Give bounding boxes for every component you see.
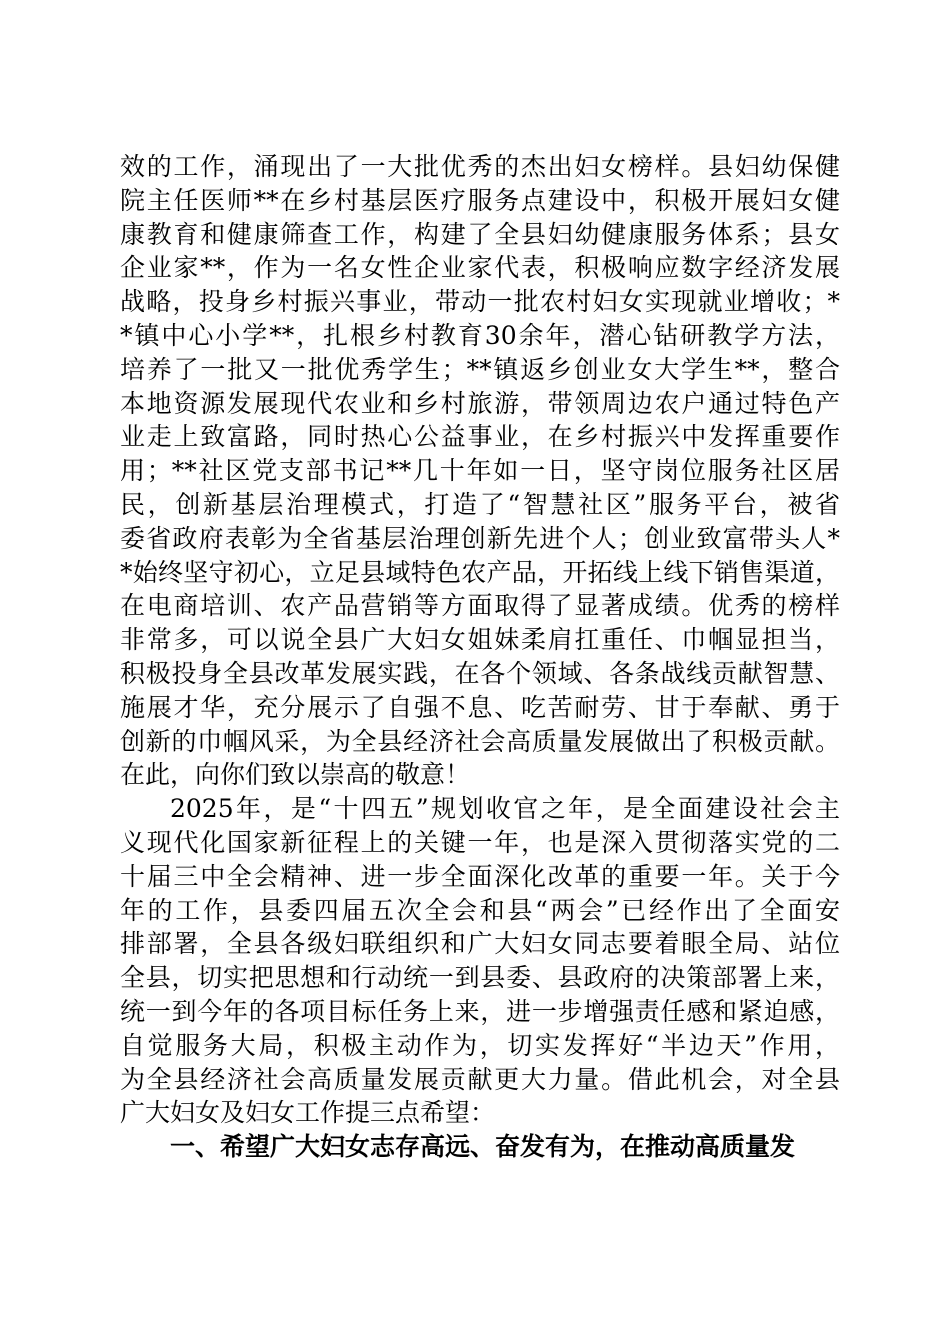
text-line: 业走上致富路，同时热心公益事业，在乡村振兴中发挥重要作	[120, 422, 840, 452]
text-line: 企业家**，作为一名女性企业家代表，积极响应数字经济发展	[120, 253, 840, 283]
text-line: 全县，切实把思想和行动统一到县委、县政府的决策部署上来，	[120, 963, 840, 993]
section-heading	[120, 1130, 840, 1164]
text-line: 用；**社区党支部书记**几十年如一日，坚守岗位服务社区居	[120, 456, 840, 486]
text-line: 培养了一批又一批优秀学生；**镇返乡创业女大学生**，整合	[120, 354, 840, 384]
text-line: 创新的巾帼风采，为全县经济社会高质量发展做出了积极贡献。	[120, 726, 840, 756]
paragraph	[120, 792, 840, 1130]
text-line: 院主任医师**在乡村基层医疗服务点建设中，积极开展妇女健	[120, 185, 840, 215]
text-line: 年的工作，县委四届五次全会和县“两会”已经作出了全面安	[120, 895, 840, 925]
text-line: 施展才华，充分展示了自强不息、吃苦耐劳、甘于奉献、勇于	[120, 692, 840, 722]
text-line: 效的工作，涌现出了一大批优秀的杰出妇女榜样。县妇幼保健	[120, 152, 840, 181]
text-line: *始终坚守初心，立足县域特色农产品，开拓线上线下销售渠道，	[120, 557, 840, 587]
text-line: *镇中心小学**，扎根乡村教育30余年，潜心钻研教学方法，	[120, 320, 840, 350]
heading-line: 一、希望广大妇女志存高远、奋发有为，在推动高质量发	[170, 1132, 796, 1162]
text-line: 在此，向你们致以崇高的敬意！	[120, 760, 471, 790]
text-line: 委省政府表彰为全省基层治理创新先进个人；创业致富带头人*	[120, 523, 840, 553]
text-line: 广大妇女及妇女工作提三点希望：	[120, 1098, 496, 1128]
text-line: 2025年，是“十四五”规划收官之年，是全面建设社会主	[170, 794, 840, 824]
text-line: 战略，投身乡村振兴事业，带动一批农村妇女实现就业增收；*	[120, 287, 840, 317]
text-line: 为全县经济社会高质量发展贡献更大力量。借此机会，对全县	[120, 1064, 840, 1094]
text-line: 民，创新基层治理模式，打造了“智慧社区”服务平台，被省	[120, 489, 840, 519]
text-line: 积极投身全县改革发展实践，在各个领域、各条战线贡献智慧、	[120, 658, 840, 688]
text-line: 统一到今年的各项目标任务上来，进一步增强责任感和紧迫感，	[120, 996, 840, 1026]
text-line: 康教育和健康筛查工作，构建了全县妇幼健康服务体系；县女	[120, 219, 840, 249]
text-line: 十届三中全会精神、进一步全面深化改革的重要一年。关于今	[120, 861, 840, 891]
paragraph	[120, 150, 840, 792]
text-line: 本地资源发展现代农业和乡村旅游，带领周边农户通过特色产	[120, 388, 840, 418]
body-text	[120, 150, 840, 1164]
text-line: 排部署，全县各级妇联组织和广大妇女同志要着眼全局、站位	[120, 929, 840, 959]
text-line: 义现代化国家新征程上的关键一年，也是深入贯彻落实党的二	[120, 827, 840, 857]
text-line: 自觉服务大局，积极主动作为，切实发挥好“半边天”作用，	[120, 1030, 840, 1060]
text-line: 在电商培训、农产品营销等方面取得了显著成绩。优秀的榜样	[120, 591, 840, 621]
text-line: 非常多，可以说全县广大妇女姐妹柔肩扛重任、巾帼显担当，	[120, 625, 840, 655]
